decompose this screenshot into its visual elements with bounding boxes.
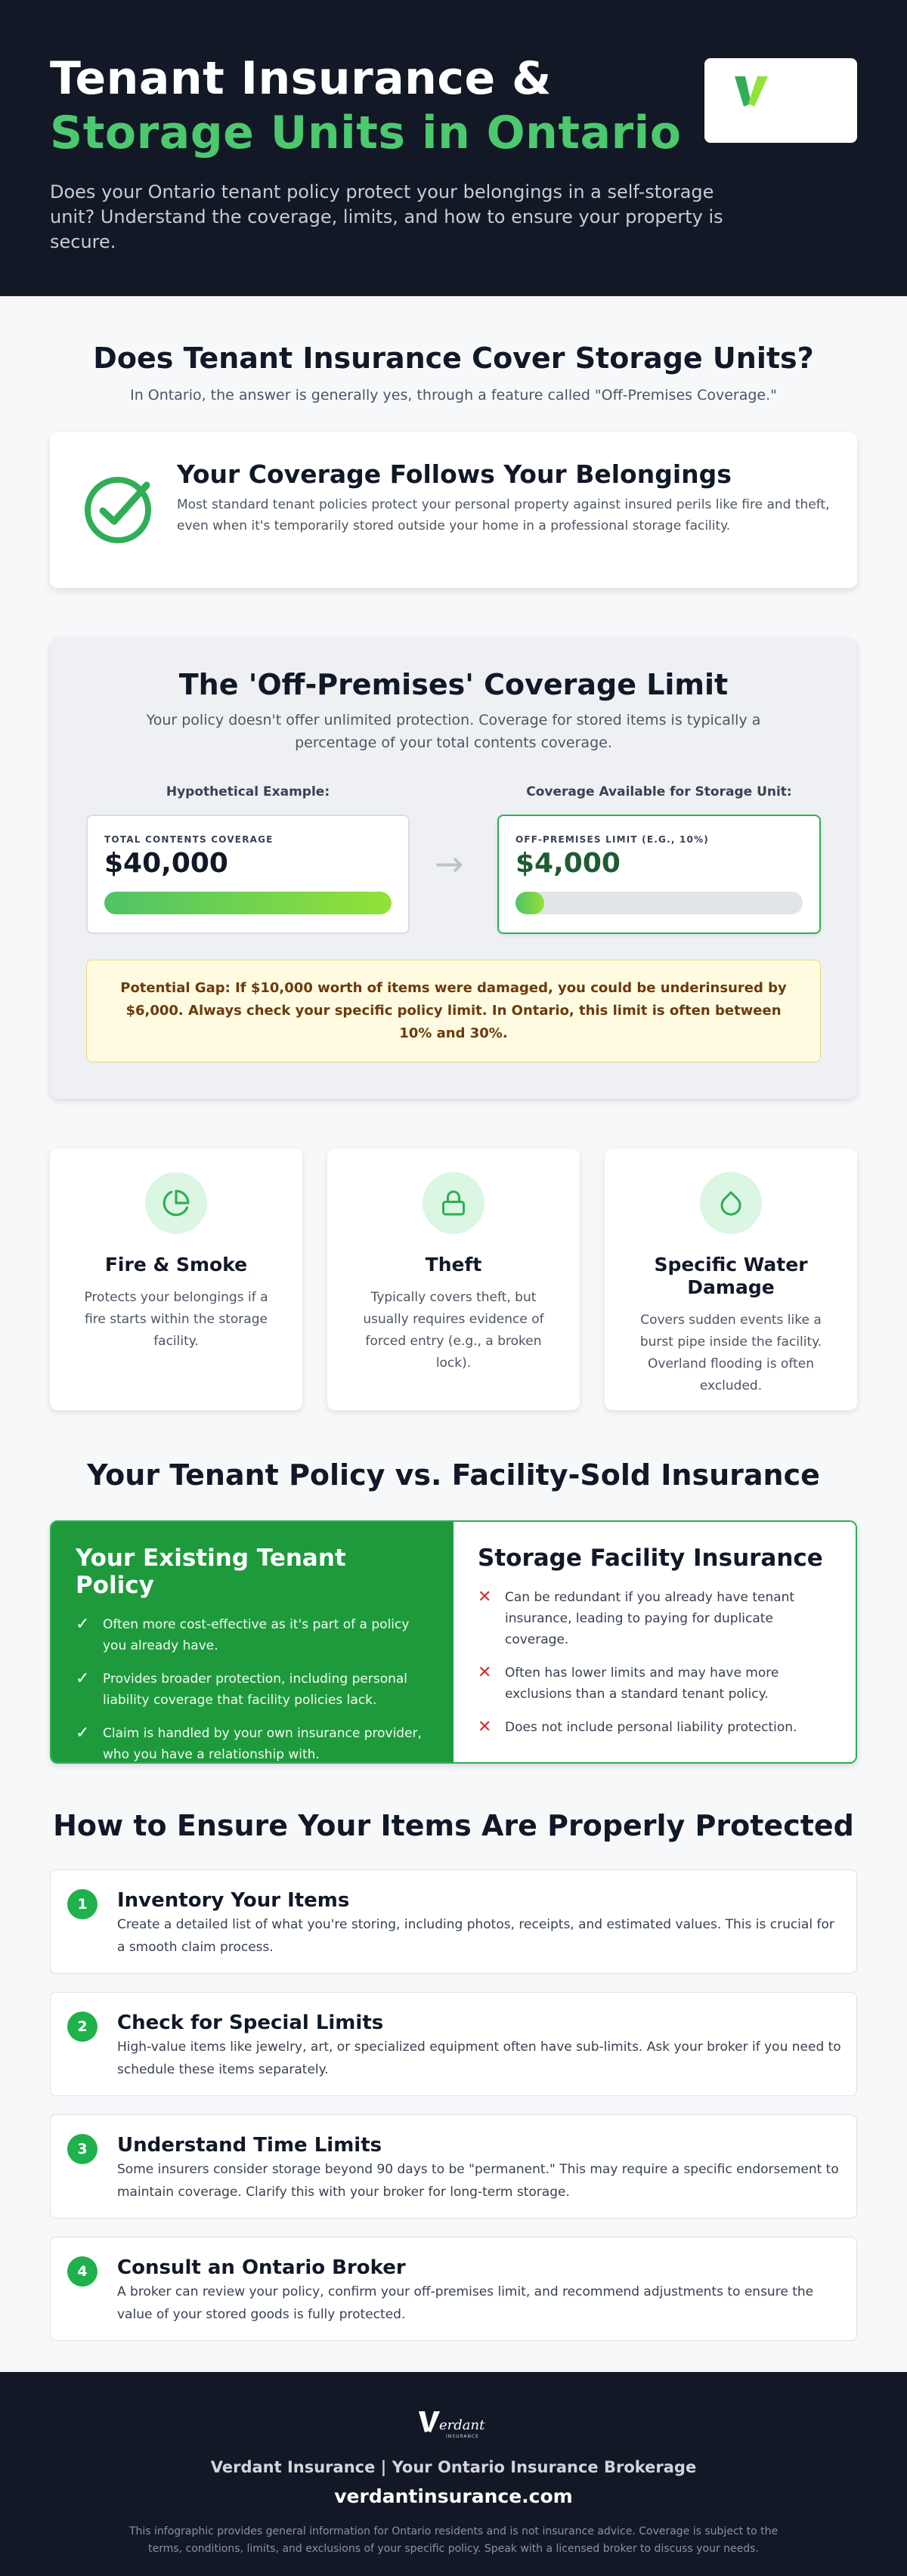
comparison-table [50, 1520, 857, 1764]
total-coverage-bar [104, 892, 392, 914]
potential-gap-warning [86, 960, 821, 1062]
footer-logo-text: erdant [439, 2417, 485, 2433]
step-card [50, 2114, 857, 2219]
step-number-badge: 2 [67, 2012, 98, 2042]
list-item [76, 1723, 429, 1764]
tenant-policy-title: Your Existing Tenant Policy [76, 1545, 346, 1599]
peril-icon-circle [423, 1172, 484, 1234]
step-card [50, 2237, 857, 2341]
list-item [478, 1717, 831, 1738]
peril-card-fire [50, 1149, 302, 1410]
step-number-badge: 4 [67, 2256, 98, 2287]
pie-chart-icon [162, 1189, 190, 1217]
peril-title: Theft [425, 1254, 482, 1276]
limit-desc-line-1: Your policy doesn't offer unlimited protection. Coverage for stored items is typically a [146, 712, 761, 728]
step-text: Some insurers consider storage beyond 90 days to be "permanent." This may require a specific endorsement to maintain coverage. Clarify this with your broker for long-term storage. [117, 2162, 839, 2200]
coverage-card [50, 432, 857, 588]
tenant-policy-list [76, 1614, 429, 1764]
arrow-right-icon: → [435, 843, 464, 884]
peril-card-theft [327, 1149, 580, 1410]
list-item-text: Provides broader protection, including personal liability coverage that facility policies lack. [103, 1671, 408, 1708]
list-item-text: Can be redundant if you already have tenant insurance, leading to paying for duplicate coverage. [505, 1590, 795, 1647]
coverage-title: Does Tenant Insurance Cover Storage Units? [93, 342, 814, 375]
total-coverage-box [86, 815, 410, 934]
list-item-text: Does not include personal liability protection. [505, 1720, 797, 1735]
limit-title: The 'Off-Premises' Coverage Limit [178, 668, 729, 701]
off-premises-limit-bar [515, 892, 803, 914]
coverage-card-title: Your Coverage Follows Your Belongings [177, 459, 732, 489]
step-text: Create a detailed list of what you're storing, including photos, receipts, and estimated values. This is crucial for a smooth claim process. [117, 1917, 834, 1955]
list-item [478, 1587, 831, 1650]
checkmark-icon: ✓ [76, 1669, 90, 1688]
water-drop-icon [717, 1189, 744, 1217]
steps-title: How to Ensure Your Items Are Properly Protected [53, 1809, 854, 1842]
step-number-badge: 3 [67, 2134, 98, 2164]
cross-icon: ✕ [478, 1718, 492, 1736]
comparison-title: Your Tenant Policy vs. Facility-Sold Insurance [87, 1458, 820, 1492]
step-card [50, 1869, 857, 1974]
limit-description [50, 709, 857, 754]
limit-section [50, 638, 857, 1099]
total-coverage-bar-fill [104, 892, 392, 914]
available-label: Coverage Available for Storage Unit: [526, 784, 792, 799]
peril-icon-circle [700, 1172, 762, 1234]
off-premises-limit-box [497, 815, 821, 934]
total-coverage-value: $40,000 [104, 848, 228, 879]
list-item-text: Often more cost-effective as it's part of a policy you already have. [103, 1617, 410, 1653]
title-line-2: Storage Units in Ontario [50, 107, 682, 159]
coverage-section [0, 296, 907, 588]
verdant-leaf-logo-icon [733, 73, 771, 111]
peril-text: Covers sudden events like a burst pipe inside the facility. Overland flooding is often excluded. [639, 1313, 822, 1393]
peril-icon-circle [145, 1172, 207, 1234]
cross-icon: ✕ [478, 1663, 492, 1682]
title-line-1: Tenant Insurance & [50, 52, 552, 105]
steps-list [50, 1869, 857, 2341]
hero-header [0, 0, 907, 296]
checkmark-icon: ✓ [76, 1615, 90, 1634]
list-item [76, 1668, 429, 1711]
header-logo [704, 58, 857, 143]
list-item-text: Often has lower limits and may have more exclusions than a standard tenant policy. [505, 1665, 779, 1702]
verdant-footer-logo-icon [417, 2405, 493, 2445]
list-item-text: Claim is handled by your own insurance provider, who you have a relationship with. [103, 1726, 422, 1762]
hero-subtitle: Does your Ontario tenant policy protect your belongings in a self-storage unit? Understand the coverage, limits, and how to ensure your property is secure. [50, 181, 723, 252]
step-text: High-value items like jewelry, art, or specialized equipment often have sub-limits. Ask your broker if you need to schedule these items separately. [117, 2039, 841, 2077]
coverage-card-text: Most standard tenant policies protect your personal property against insured perils like fire and theft, even when it's temporarily stored outside your home in a professional storage facility. [177, 497, 830, 533]
footer-disclaimer: This infographic provides general information for Ontario residents and is not insurance advice. Coverage is subject to the terms, conditions, limits, and exclusions of your specific policy. Speak with a licensed broker to discuss your needs. [128, 2525, 779, 2555]
step-number-badge: 1 [67, 1889, 98, 1919]
facility-insurance-column [454, 1522, 856, 1762]
step-title: Check for Special Limits [117, 2012, 384, 2034]
off-premises-limit-label: OFF-PREMISES LIMIT (E.G., 10%) [515, 834, 709, 845]
footer-url-link[interactable]: verdantinsurance.com [334, 2485, 573, 2507]
list-item [478, 1662, 831, 1705]
checkmark-icon: ✓ [76, 1724, 90, 1743]
potential-gap-text: Potential Gap: If $10,000 worth of items were damaged, you could be underinsured by $6,000. Always check your specific policy limit. In Ontario, this limit is often between 10% and 30%. [120, 980, 787, 1041]
list-item [76, 1614, 429, 1656]
step-title: Consult an Ontario Broker [117, 2256, 406, 2279]
peril-card-water [605, 1149, 857, 1410]
limit-desc-line-2: percentage of your total contents coverage. [295, 734, 612, 751]
facility-insurance-title: Storage Facility Insurance [478, 1545, 823, 1572]
step-title: Understand Time Limits [117, 2134, 382, 2157]
footer [0, 2372, 907, 2576]
example-label: Hypothetical Example: [166, 784, 330, 799]
footer-logo-subtext: INSURANCE [446, 2434, 479, 2439]
coverage-subtitle: In Ontario, the answer is generally yes, through a feature called "Off-Premises Coverage." [130, 387, 777, 404]
footer-brand: Verdant Insurance | Your Ontario Insurance Brokerage [210, 2458, 697, 2476]
peril-text: Protects your belongings if a fire starts within the storage facility. [84, 1290, 268, 1349]
peril-text: Typically covers theft, but usually requires evidence of forced entry (e.g., a broken lock). [363, 1290, 544, 1371]
tenant-policy-column [51, 1522, 454, 1762]
lock-icon [440, 1189, 467, 1217]
cross-icon: ✕ [478, 1588, 492, 1607]
step-card [50, 1992, 857, 2096]
peril-title: Specific Water Damage [654, 1254, 808, 1298]
step-text: A broker can review your policy, confirm your off-premises limit, and recommend adjustments to ensure the value of your stored goods is fully protected. [117, 2284, 814, 2322]
peril-title: Fire & Smoke [104, 1254, 248, 1276]
step-title: Inventory Your Items [117, 1889, 350, 1912]
off-premises-limit-bar-fill [515, 892, 544, 914]
total-coverage-label: TOTAL CONTENTS COVERAGE [104, 834, 274, 845]
check-circle-icon [82, 475, 153, 546]
off-premises-limit-value: $4,000 [515, 848, 621, 879]
perils-section [50, 1149, 857, 1410]
facility-insurance-list [478, 1587, 831, 1738]
